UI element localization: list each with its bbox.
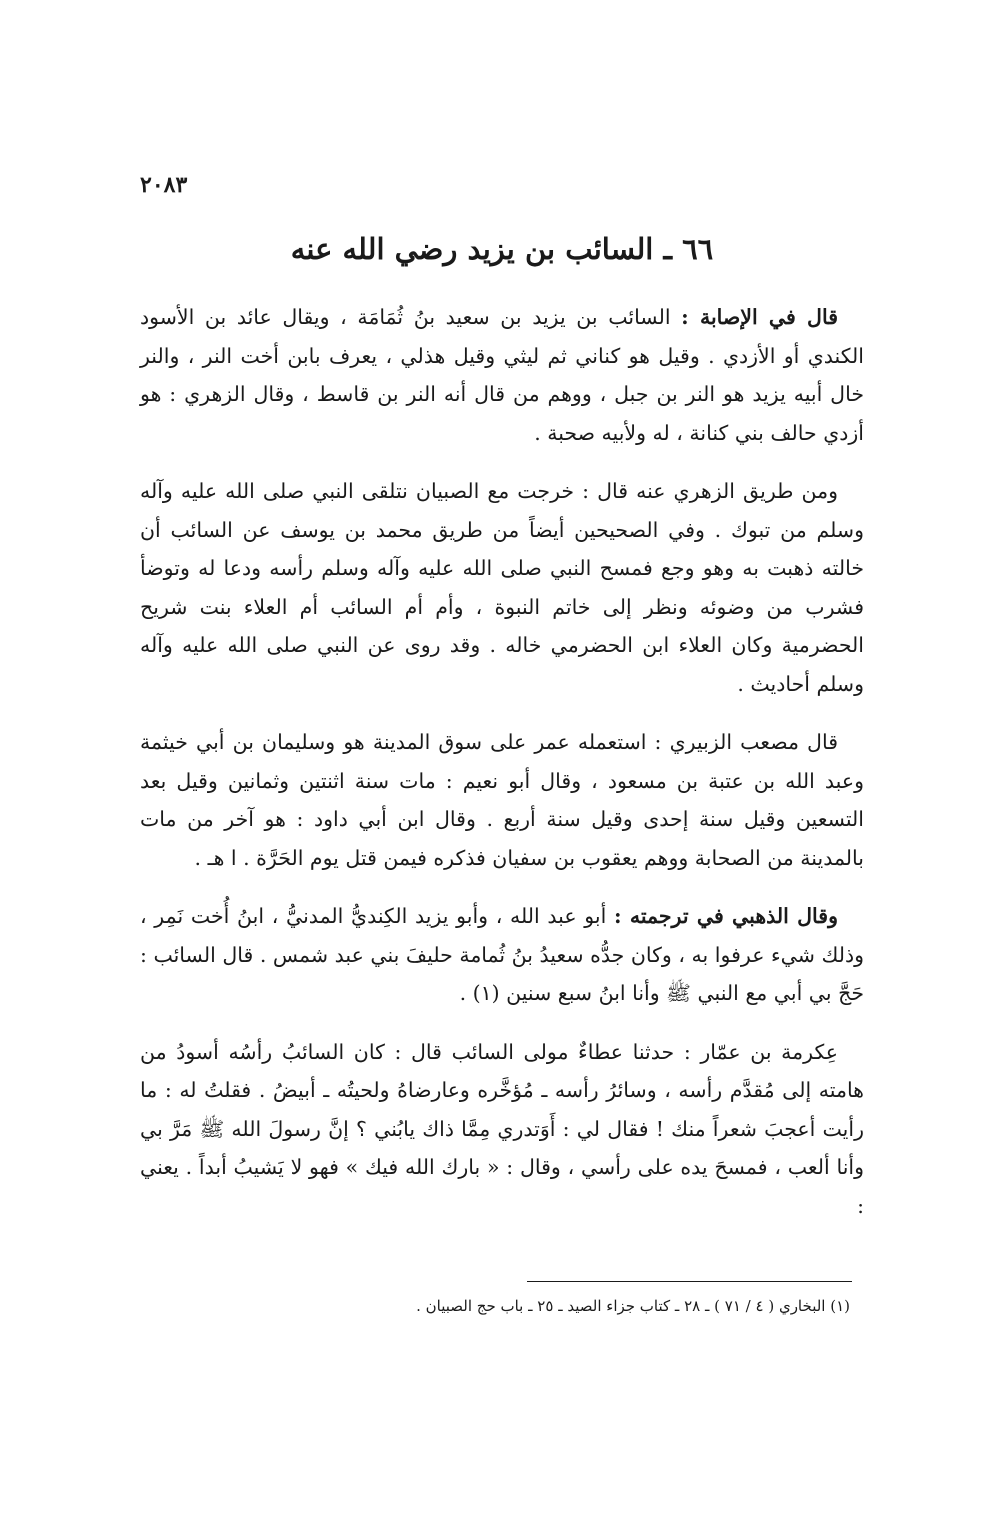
body-text — [140, 298, 864, 1245]
paragraph-text: السائب بن يزيد بن سعيد بنُ ثُمَامَة ، ويقال عائد بن الأسود الكندي أو الأزدي . وقيل هو كناني ثم ليثي وقيل هذلي ، يعرف بابن أخت النر ، والنر خال أبيه يزيد هو النر بن جبل ، ووهم من قال أنه النر بن قاسط ، وقال الزهري : هو أزدي حالف بني كنانة ، له ولأبيه صحبة . — [140, 305, 864, 445]
paragraph-dhahabi — [140, 897, 864, 1013]
footnote: (١) البخاري ( ٤ / ٧١ ) ـ ٢٨ ـ كتاب جزاء الصيد ـ ٢٥ ـ باب حج الصبيان . — [416, 1297, 850, 1315]
paragraph-musab — [140, 723, 864, 877]
paragraph-text: عِكرمة بن عمّار : حدثنا عطاءٌ مولى السائب قال : كان السائبُ رأسُه أسودُ من هامته إلى مُقدَّم رأسه ، وسائرُ رأسه ـ مُؤخَّره وعارضاهُ ولحيتُه ـ أبيضُ . فقلتُ له : ما رأيت أعجبَ شعراً منك ! فقال لي : أَوَتدري مِمَّا ذاك يابُني ؟ إنَّ رسولَ الله ﷺ مَرَّ بي وأنا ألعب ، فمسحَ يده على رأسي ، وقال : « بارك الله فيك » فهو لا يَشيبُ أبداً . يعني : — [140, 1039, 864, 1218]
paragraph-lead: وقال الذهبي في ترجمته : — [613, 904, 838, 928]
paragraph-text: قال مصعب الزبيري : استعمله عمر على سوق المدينة هو وسليمان بن أبي خيثمة وعبد الله بن عتبة بن مسعود ، وقال أبو نعيم : مات سنة اثنتين وثمانين وقيل بعد التسعين وقيل سنة إحدى وقيل سنة أربع . وقال ابن أبي داود : هو آخر من مات بالمدينة من الصحابة ووهم يعقوب بن سفيان فذكره فيمن قتل يوم الحَرَّة . ا هـ . — [140, 730, 864, 870]
footnote-divider — [527, 1281, 852, 1282]
paragraph-text: أبو عبد الله ، وأبو يزيد الكِنديُّ المدنيُّ ، ابنُ أُخت نَمِر ، وذلك شيء عرفوا به ، وكان جدُّه سعيدُ بنُ ثُمامة حليفَ بني عبد شمس . قال السائب : حَجَّ بي أبي مع النبي ﷺ وأنا ابنُ سبع سنين (١) . — [140, 904, 865, 1005]
chapter-title: ٦٦ ـ السائب بن يزيد رضي الله عنه — [290, 232, 714, 266]
paragraph-text: ومن طريق الزهري عنه قال : خرجت مع الصبيان نتلقى النبي صلى الله عليه وآله وسلم من تبوك . وفي الصحيحين أيضاً من طريق محمد بن يوسف عن السائب أن خالته ذهبت به وهو وجع فمسح النبي صلى الله عليه وآله وسلم رأسه ودعا له وتوضأ فشرب من وضوئه ونظر إلى خاتم النبوة ، وأم أم السائب أم العلاء بنت شريح الحضرمية وكان العلاء ابن الحضرمي خاله . وقد روى عن النبي صلى الله عليه وآله وسلم أحاديث . — [140, 479, 865, 696]
page-number: ٢٠٨٣ — [140, 172, 188, 198]
paragraph-zuhri — [140, 472, 864, 703]
paragraph-isabah — [140, 298, 864, 452]
paragraph-lead: قال في الإصابة : — [681, 305, 838, 329]
paragraph-ikrima — [140, 1033, 864, 1226]
